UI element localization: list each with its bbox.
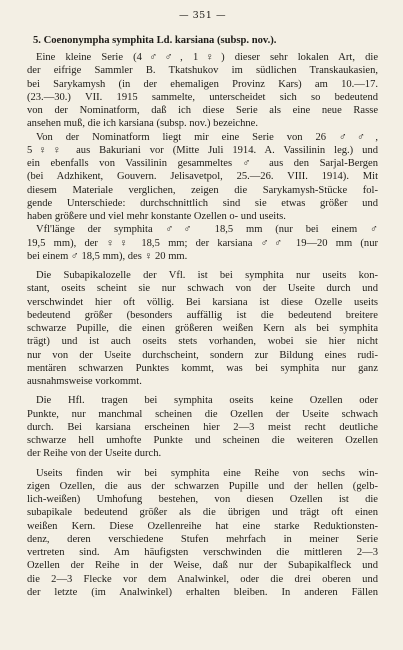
- text-line: Die Subapikalozelle der Vfl. ist bei symphita nur useits kon-: [36, 270, 378, 281]
- text-line: von der Nominatform, daß ich diese Serie als eine neue Rasse: [27, 105, 378, 116]
- text-line: diesem Materiale verglichen, zeigen die Sarykamysh-Stücke fol-: [27, 184, 378, 196]
- text-line: zigen Ozellen, die aus der schwarzen Pupille und der hellen (gelb-: [27, 480, 378, 492]
- text-line: 5♀♀ aus Bakuriani vor (Mitte Juli 1914. A. Vassilinin leg.) und: [27, 144, 378, 156]
- text-line: Punkte, nur manchmal scheinen die Ozellen der Useite schwach: [27, 408, 378, 420]
- text-line: (bei Adzhikent, Gouvern. Jelisavetpol, 25.—26. VIII. 1914). Mit: [27, 171, 378, 183]
- body-text: [27, 51, 378, 599]
- text-line: bei Sarykamysh (in der ehemaligen Provinz Kars) am 10.—17.: [27, 78, 378, 90]
- text-line: schwarze Pupille, die einen größeren weißen Kern als bei symphita: [27, 323, 378, 334]
- text-line: durch. Bei karsiana erscheinen hier 2—3 meist recht deutliche: [27, 421, 378, 433]
- text-line: subapikale bedeutend größer als die übrigen und trägt oft einen: [27, 507, 378, 519]
- text-line: mentären schwarzen Punktes kommt, was bei symphita nur ganz: [27, 362, 378, 374]
- text-line: lich-weißen) Umhofung bestehen, von diesen Ozellen ist die: [27, 494, 378, 505]
- text-line: schwarze hell umhofte Punkte und scheinen die weiteren Ozellen: [27, 435, 378, 446]
- text-line: denz, deren verschiedene Stufen mehrfach in meiner Serie: [27, 533, 378, 545]
- text-line: Von der Nominatform liegt mir eine Serie von 26 ♂♂,: [36, 131, 378, 143]
- text-line: Ozellen der Reihe in der Weise, daß nur der Subapikalfleck und: [27, 560, 378, 572]
- text-line: trägt) und ist auch oseits stets vorhanden, wobei sie hier nicht: [27, 336, 378, 348]
- text-line: 19,5 mm), der ♀♀ 18,5 mm; der karsiana ♂♂ 19—20 mm (nur: [27, 237, 378, 249]
- text-line: verschwindet hier oft völlig. Bei karsiana ist diese Ozelle useits: [27, 296, 378, 308]
- text-line: weißen Kern. Diese Ozellenreihe hat eine starke Reduktionsten-: [27, 520, 378, 532]
- text-line: (23.—30.) VII. 1915 sammelte, unterscheidet sich so bedeutend: [27, 91, 378, 103]
- text-line: gende Unterschiede: durchschnittlich sind sie etwas größer und: [27, 197, 378, 209]
- text-line: bei einem ♂ 18,5 mm), des ♀ 20 mm.: [27, 250, 188, 262]
- text-line: Vfl'länge der symphita ♂♂ 18,5 mm (nur bei einem ♂: [36, 224, 378, 236]
- text-line: der eifrige Sammler B. Tkatshukov im südlichen Transkaukasien,: [27, 65, 378, 77]
- text-line: stant, oseits scheint sie nur schwach von der Useite durch und: [27, 283, 378, 295]
- text-line: ein ebenfalls von Vassilinin gesammeltes ♂ aus den Sarjal-Bergen: [27, 158, 378, 169]
- text-line: der letzte (im Analwinkel) erhalten bleiben. In anderen Fällen: [27, 586, 378, 598]
- text-line: ansehen muß, die ich karsiana (subsp. nov.) bezeichne.: [27, 118, 258, 130]
- text-line: ausnahmsweise vorkommt.: [27, 376, 142, 387]
- text-line: bedeutend größer (besonders auffällig ist die bedeutend breitere: [27, 309, 378, 321]
- text-line: Die Hfl. tragen bei symphita oseits keine Ozellen oder: [36, 395, 378, 407]
- text-line: Useits finden wir bei symphita eine Reihe von sechs win-: [36, 467, 378, 479]
- text-line: Eine kleine Serie (4♂♂, 1♀) dieser sehr lokalen Art, die: [36, 52, 378, 63]
- text-line: nur von der Useite durchscheint, sondern zur Bildung eines rudi-: [27, 349, 378, 361]
- text-line: der Reihe von der Useite durch.: [27, 448, 162, 460]
- text-line: vertreten sind. Am häufigsten verschwinden die mittleren 2—3: [27, 547, 378, 558]
- text-line: die 2—3 Flecke vor dem Analwinkel, oder die drei oberen und: [27, 573, 378, 585]
- text-line: haben größere und viel mehr konstante Ozellen o- und useits.: [27, 211, 286, 222]
- page-number: — 351 —: [178, 10, 227, 21]
- section-heading: 5. Coenonympha symphita Ld. karsiana (subsp. nov.).: [33, 35, 277, 46]
